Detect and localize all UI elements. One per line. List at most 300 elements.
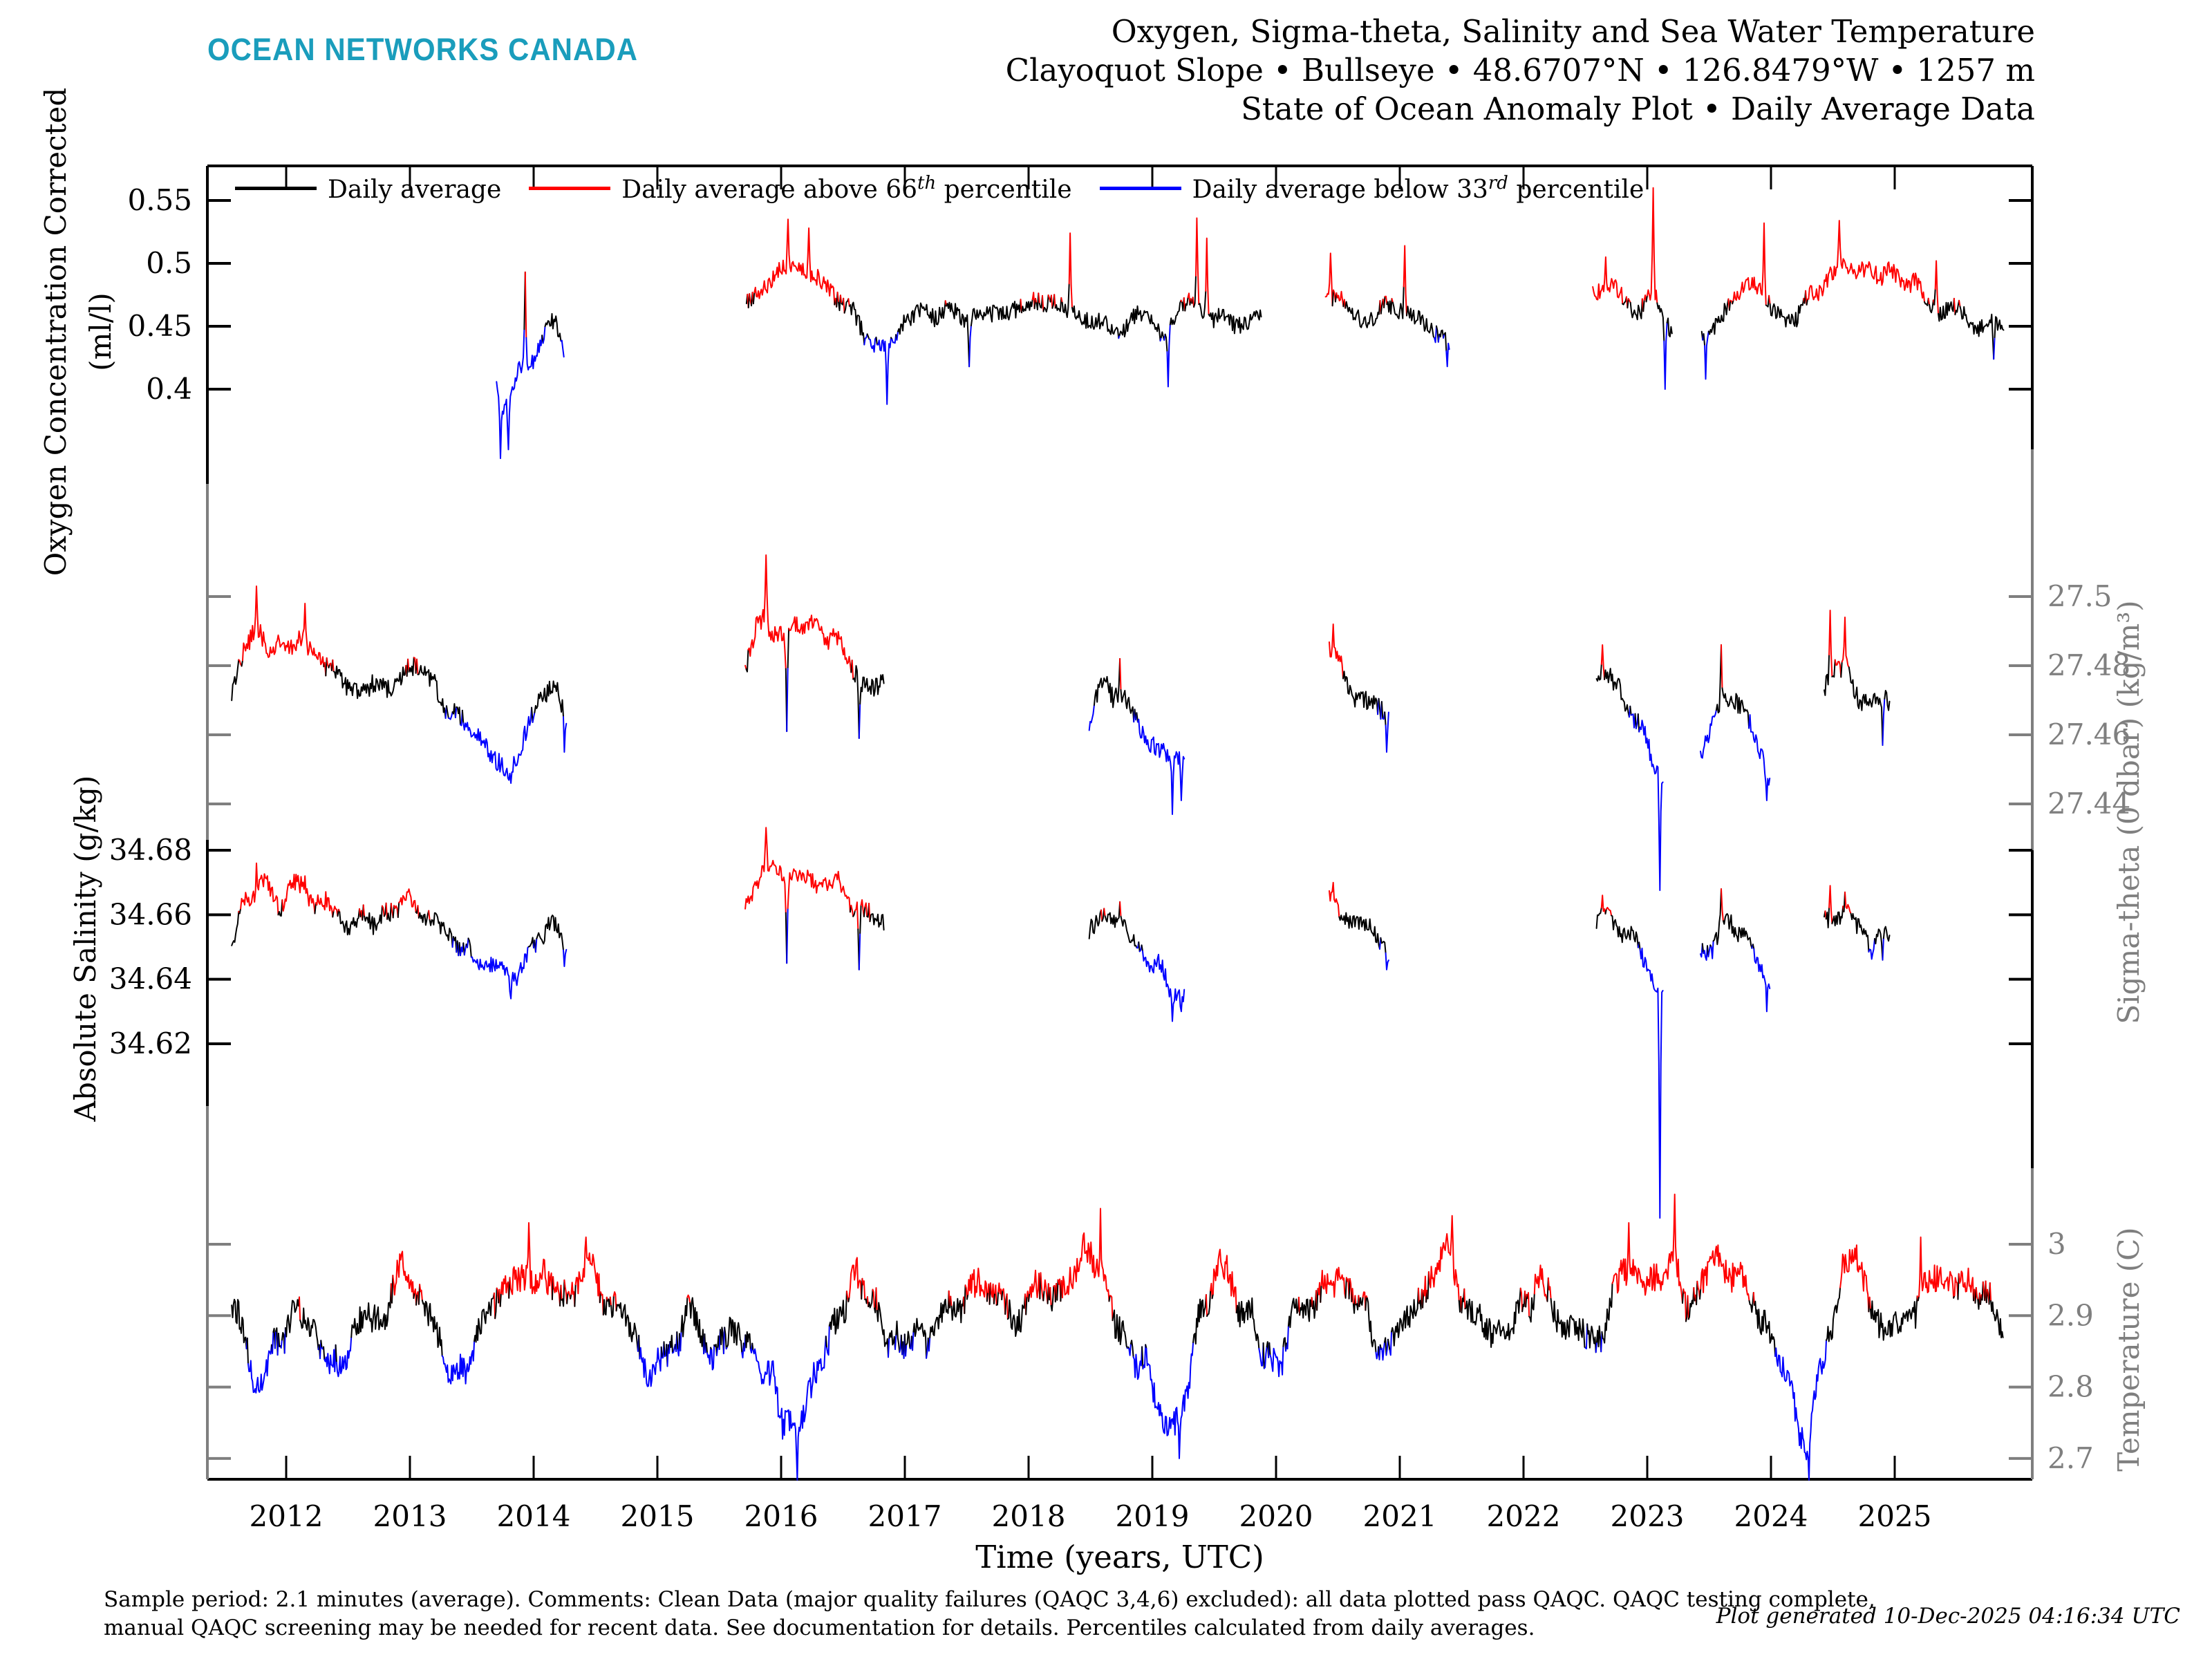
absolute_salinity-series-above xyxy=(1120,902,1121,917)
x-axis-tick-label: 2025 xyxy=(1857,1499,1932,1533)
x-axis-tick-label: 2023 xyxy=(1610,1499,1685,1533)
oxygen-axis-title: Oxygen Concentration Corrected xyxy=(39,87,73,577)
absolute_salinity-series-below xyxy=(1868,939,1875,959)
temperature-series-above xyxy=(1990,1283,1991,1301)
sigma_theta-tick-label: 27.44 xyxy=(2047,787,2131,821)
temperature-series-daily xyxy=(1193,1295,1206,1344)
oxygen-series-daily xyxy=(1056,298,1062,312)
sigma_theta-series-daily xyxy=(1597,664,1602,681)
temperature-series-daily xyxy=(727,1318,742,1353)
absolute_salinity-series-daily xyxy=(1826,908,1829,928)
temperature-series-daily xyxy=(1529,1294,1535,1322)
temperature-series-below xyxy=(248,1345,272,1393)
oxygen-series-daily xyxy=(868,334,870,339)
absolute_salinity-series-above xyxy=(788,869,850,912)
oxygen-series-daily xyxy=(1955,301,1959,315)
temperature-series-above xyxy=(299,1297,300,1321)
oxygen-series-daily xyxy=(971,299,1021,326)
temperature-series-below xyxy=(1143,1344,1145,1369)
oxygen-series-above xyxy=(1196,218,1199,305)
temperature-series-below xyxy=(1146,1342,1193,1459)
title-line-2: Clayoquot Slope • Bullseye • 48.6707°N • 126.8479°W • 1257 m xyxy=(1005,52,2035,88)
absolute_salinity-series-above xyxy=(855,902,858,929)
oxygen-series-above xyxy=(1336,292,1343,307)
absolute_salinity-series-below xyxy=(859,933,860,970)
temperature-series-above xyxy=(1355,1296,1356,1305)
sigma_theta-series-below xyxy=(787,668,788,731)
temperature-series-daily xyxy=(1871,1296,1918,1340)
absolute_salinity-series-daily xyxy=(279,900,283,916)
absolute_salinity-series-daily xyxy=(860,905,861,933)
absolute_salinity-series-daily xyxy=(1851,914,1869,952)
absolute_salinity-series-daily xyxy=(853,910,855,917)
temperature-tick-label: 2.9 xyxy=(2047,1298,2094,1333)
oxygen-series-above xyxy=(1936,261,1938,313)
absolute_salinity-series-daily xyxy=(1832,906,1843,926)
absolute_salinity-tick-label: 34.68 xyxy=(109,833,192,867)
sigma_theta-series-above xyxy=(417,659,418,675)
temperature-series-below xyxy=(1775,1340,1826,1480)
temperature-tick-label: 2.8 xyxy=(2047,1369,2094,1404)
temperature-series-daily xyxy=(1008,1294,1025,1336)
temperature-series-daily xyxy=(1142,1347,1143,1369)
oxygen-series-above xyxy=(1404,246,1407,316)
absolute_salinity-series-below xyxy=(1640,948,1663,1218)
oxygen-series-daily xyxy=(1657,303,1664,341)
temperature-series-daily xyxy=(422,1300,442,1356)
temperature-series-daily xyxy=(1991,1301,2003,1338)
sigma_theta-series-below xyxy=(859,704,860,738)
temperature-series-daily xyxy=(574,1284,575,1306)
sigma-theta-axis-title: Sigma-theta (0 dbar) (kg/m³) xyxy=(2112,600,2146,1024)
temperature-series-above xyxy=(850,1257,862,1299)
temperature-series-daily xyxy=(603,1297,607,1315)
sigma_theta-series-daily xyxy=(1723,688,1750,728)
ocean-networks-canada-logo: OCEAN NETWORKS CANADA xyxy=(207,32,638,67)
x-axis-tick-label: 2020 xyxy=(1239,1499,1313,1533)
absolute_salinity-series-above xyxy=(282,874,315,914)
sigma_theta-series-below xyxy=(1700,710,1716,758)
legend-label-above-66th: Daily average above 66th percentile xyxy=(621,173,1072,204)
absolute_salinity-tick-label: 34.62 xyxy=(109,1027,192,1061)
x-axis-tick-label: 2021 xyxy=(1362,1499,1437,1533)
temperature-series-below xyxy=(912,1332,913,1351)
temperature-series-daily xyxy=(690,1298,704,1354)
sigma_theta-series-daily xyxy=(1716,645,1721,713)
x-axis-tick-label: 2022 xyxy=(1486,1499,1561,1533)
temperature-series-above xyxy=(1050,1288,1051,1306)
sigma_theta-series-below xyxy=(1631,714,1635,728)
oxygen-series-daily xyxy=(1627,299,1628,308)
salinity-axis-title: Absolute Salinity (g/kg) xyxy=(68,775,102,1122)
absolute_salinity-series-daily xyxy=(469,938,471,957)
sigma_theta-series-below xyxy=(1749,715,1770,800)
absolute_salinity-series-below xyxy=(1386,953,1389,970)
temperature-series-daily xyxy=(1597,1326,1601,1351)
temperature-series-daily xyxy=(1465,1288,1521,1347)
absolute_salinity-series-daily xyxy=(430,913,453,947)
oxygen-series-above xyxy=(848,299,849,306)
temperature-series-daily xyxy=(1587,1324,1596,1352)
oxygen-series-below xyxy=(526,335,542,370)
oxygen-series-above xyxy=(1069,233,1072,308)
sigma_theta-series-below xyxy=(449,712,453,720)
sigma_theta-series-above xyxy=(1329,624,1343,679)
temperature-series-daily xyxy=(913,1319,926,1358)
temperature-series-above xyxy=(420,1284,422,1300)
oxygen-series-below xyxy=(969,326,971,366)
temperature-series-above xyxy=(1464,1289,1465,1309)
temperature-series-above xyxy=(1429,1216,1459,1301)
temperature-series-daily xyxy=(967,1295,968,1300)
oxygen-series-daily xyxy=(1807,299,1808,305)
temperature-series-daily xyxy=(562,1280,565,1306)
temperature-series-above xyxy=(501,1276,509,1298)
absolute_salinity-series-above xyxy=(745,827,786,912)
absolute_salinity-series-above xyxy=(241,863,278,915)
sigma_theta-series-above xyxy=(789,615,851,673)
temperature-series-daily xyxy=(1043,1291,1044,1301)
sigma_theta-series-daily xyxy=(447,706,449,718)
temperature-series-above xyxy=(1959,1268,1974,1301)
temperature-series-daily xyxy=(1689,1288,1694,1319)
sigma_theta-series-daily xyxy=(1121,690,1134,722)
temperature-series-daily xyxy=(611,1296,614,1318)
oxygen-series-daily xyxy=(850,303,865,345)
oxygen-series-daily xyxy=(1704,334,1705,346)
temperature-series-daily xyxy=(1313,1291,1316,1318)
temperature-series-above xyxy=(1029,1271,1040,1299)
oxygen-series-daily xyxy=(1924,299,1929,306)
temperature-series-daily xyxy=(232,1300,246,1349)
oxygen-series-daily xyxy=(1439,330,1443,338)
oxygen-series-daily xyxy=(1072,306,1118,338)
oxygen-series-below xyxy=(561,341,563,357)
legend xyxy=(235,173,1671,204)
oxygen-series-daily xyxy=(1022,299,1033,312)
oxygen-series-daily xyxy=(1709,299,1729,335)
temperature-series-daily xyxy=(964,1285,965,1313)
oxygen-series-below xyxy=(1168,325,1170,387)
oxygen-series-daily xyxy=(1995,317,2004,337)
oxygen-series-daily xyxy=(1194,276,1196,307)
absolute_salinity-tick-label: 34.64 xyxy=(109,962,192,996)
temperature-series-daily xyxy=(930,1291,949,1338)
oxygen-series-above xyxy=(838,292,839,303)
absolute_salinity-series-daily xyxy=(1723,914,1752,948)
temperature-series-below xyxy=(707,1348,711,1365)
temperature-series-below xyxy=(275,1331,276,1349)
temperature-series-daily xyxy=(670,1335,673,1353)
absolute_salinity-series-daily xyxy=(232,912,238,946)
temperature-series-above xyxy=(1613,1194,1683,1303)
sigma_theta-tick-label: 27.48 xyxy=(2047,648,2131,682)
absolute_salinity-series-daily xyxy=(339,909,359,935)
oxygen-series-above xyxy=(1206,238,1208,315)
temperature-series-below xyxy=(1381,1342,1385,1360)
temperature-series-daily xyxy=(994,1293,995,1304)
temperature-series-daily xyxy=(1057,1280,1058,1300)
sigma_theta-series-below xyxy=(533,713,535,722)
temperature-series-daily xyxy=(567,1293,568,1304)
sigma_theta-series-daily xyxy=(1824,655,1829,695)
sigma_theta-series-below xyxy=(1089,705,1094,730)
temperature-series-below xyxy=(337,1338,351,1377)
oxygen-series-above xyxy=(525,272,527,338)
sigma_theta-series-daily xyxy=(1849,667,1883,745)
absolute_salinity-series-daily xyxy=(529,937,534,948)
temperature-series-above xyxy=(610,1297,611,1306)
sigma_theta-series-below xyxy=(1639,720,1662,890)
temperature-series-above xyxy=(1528,1293,1529,1316)
oxygen-series-below xyxy=(869,337,876,352)
absolute_salinity-series-above xyxy=(399,889,415,912)
oxygen-series-daily xyxy=(845,299,849,312)
temperature-series-above xyxy=(1521,1288,1523,1312)
absolute_salinity-series-daily xyxy=(1611,916,1638,948)
sigma_theta-series-above xyxy=(1120,659,1121,690)
plot-generated-timestamp: Plot generated 10-Dec-2025 04:16:34 UTC xyxy=(1716,1604,2180,1629)
absolute_salinity-series-above xyxy=(316,892,332,917)
absolute_salinity-series-below xyxy=(471,947,529,999)
oxygen-series-daily xyxy=(1165,335,1168,352)
temperature-series-daily xyxy=(1750,1293,1754,1312)
temperature-series-daily xyxy=(682,1297,688,1337)
absolute_salinity-series-daily xyxy=(1142,945,1143,951)
absolute_salinity-series-daily xyxy=(870,914,884,930)
sigma_theta-series-below xyxy=(1883,699,1885,745)
temperature-series-daily xyxy=(889,1331,895,1349)
absolute_salinity-series-daily xyxy=(398,903,399,917)
oxygen-series-daily xyxy=(1667,318,1672,337)
sigma_theta-series-above xyxy=(243,586,324,666)
oxygen-series-below xyxy=(877,337,891,404)
footer-comments-line-2: manual QAQC screening may be needed for recent data. See documentation for details. Percentiles calculated from daily averages. xyxy=(104,1615,1535,1640)
temperature-series-above xyxy=(862,1279,865,1300)
sigma_theta-series-above xyxy=(1602,645,1604,679)
temperature-series-below xyxy=(717,1347,718,1356)
sigma_theta-series-above xyxy=(1842,617,1849,667)
temperature-series-below xyxy=(1134,1347,1143,1379)
absolute_salinity-series-daily xyxy=(1138,942,1139,952)
absolute_salinity-series-above xyxy=(394,906,398,917)
temperature-series-daily xyxy=(1320,1286,1321,1302)
temperature-series-daily xyxy=(495,1288,497,1319)
absolute_salinity-series-daily xyxy=(393,906,394,917)
oxygen-series-daily xyxy=(1929,300,1933,312)
oxygen-series-daily xyxy=(1185,297,1188,311)
temperature-series-below xyxy=(929,1338,930,1351)
temperature-series-daily xyxy=(868,1290,872,1308)
absolute_salinity-series-below xyxy=(787,908,788,963)
sigma_theta-series-above xyxy=(332,660,333,671)
oxygen-series-below xyxy=(864,334,867,344)
temperature-series-below xyxy=(680,1332,681,1351)
temperature-axis-title: Temperature (C) xyxy=(2112,1227,2146,1472)
temperature-series-daily xyxy=(752,1344,753,1351)
sigma_theta-series-daily xyxy=(418,666,446,718)
absolute_salinity-series-above xyxy=(334,906,338,916)
temperature-series-above xyxy=(1213,1250,1237,1313)
legend-line-above-66th xyxy=(529,187,610,190)
temperature-series-daily xyxy=(1300,1297,1312,1321)
sigma_theta-series-daily xyxy=(334,666,406,698)
temperature-series-above xyxy=(553,1277,560,1306)
temperature-series-above xyxy=(1062,1208,1109,1301)
absolute_salinity-series-daily xyxy=(1121,917,1137,948)
temperature-series-above xyxy=(1548,1278,1551,1299)
oxygen-series-below xyxy=(1434,326,1436,343)
oxygen-series-daily xyxy=(1062,283,1069,317)
oxygen-series-above xyxy=(1061,298,1062,303)
legend-label-daily-average: Daily average xyxy=(328,176,502,204)
oxygen-series-daily xyxy=(1199,291,1206,318)
oxygen-series-daily xyxy=(1938,299,1954,321)
temperature-series-above xyxy=(393,1251,413,1298)
sigma_theta-series-daily xyxy=(788,628,789,667)
absolute_salinity-series-daily xyxy=(1884,927,1890,941)
oxygen-tick-label: 0.45 xyxy=(127,309,192,343)
temperature-series-daily xyxy=(413,1293,414,1298)
temperature-series-daily xyxy=(952,1297,964,1323)
temperature-series-daily xyxy=(570,1294,571,1299)
temperature-series-below xyxy=(895,1335,896,1349)
temperature-series-below xyxy=(711,1345,714,1370)
sigma_theta-series-daily xyxy=(462,711,463,723)
absolute_salinity-series-above xyxy=(1606,908,1611,916)
temperature-series-above xyxy=(1206,1295,1207,1316)
oxygen-series-daily xyxy=(946,303,969,367)
sigma_theta-series-above xyxy=(748,555,785,669)
sigma_theta-series-above xyxy=(1835,660,1841,677)
temperature-series-above xyxy=(873,1290,875,1309)
temperature-series-above xyxy=(998,1283,1002,1300)
temperature-tick-label: 3 xyxy=(2047,1227,2066,1261)
temperature-series-daily xyxy=(1288,1297,1299,1327)
oxygen-series-daily xyxy=(1960,306,1994,359)
temperature-series-above xyxy=(950,1297,951,1306)
absolute_salinity-series-daily xyxy=(1639,942,1640,949)
oxygen-series-daily xyxy=(1345,301,1380,328)
temperature-series-below xyxy=(888,1338,889,1358)
absolute_salinity-series-daily xyxy=(1875,929,1883,960)
temperature-series-below xyxy=(827,1326,830,1355)
temperature-series-above xyxy=(510,1223,552,1300)
temperature-series-daily xyxy=(1826,1288,1840,1342)
sigma_theta-series-daily xyxy=(1094,659,1120,707)
temperature-series-above xyxy=(1418,1288,1419,1304)
absolute_salinity-series-above xyxy=(1329,883,1339,917)
absolute_salinity-series-above xyxy=(1845,892,1851,914)
temperature-series-below xyxy=(1259,1343,1263,1366)
oxygen-series-daily xyxy=(1209,308,1262,333)
oxygen-series-above xyxy=(1959,301,1960,307)
temperature-series-daily xyxy=(351,1284,391,1337)
absolute_salinity-series-daily xyxy=(332,911,333,917)
oxygen-series-daily xyxy=(1384,297,1385,308)
temperature-series-above xyxy=(1688,1296,1689,1320)
temperature-series-above xyxy=(1041,1273,1044,1300)
oxygen-series-above xyxy=(754,219,834,304)
x-axis-tick-label: 2016 xyxy=(744,1499,818,1533)
oxygen-series-above xyxy=(1734,223,1766,306)
temperature-series-above xyxy=(1840,1245,1868,1311)
temperature-series-daily xyxy=(1113,1310,1127,1348)
footer-comments xyxy=(104,1586,1875,1642)
oxygen-series-daily xyxy=(1120,306,1161,341)
temperature-series-daily xyxy=(987,1293,988,1302)
x-axis-tick-label: 2018 xyxy=(991,1499,1066,1533)
oxygen-series-daily xyxy=(1170,301,1181,325)
sigma_theta-series-daily xyxy=(1638,714,1639,732)
x-axis-tick-label: 2015 xyxy=(620,1499,695,1533)
oxygen-series-daily xyxy=(1770,299,1804,327)
oxygen-series-above xyxy=(1808,221,1924,302)
sigma_theta-series-daily xyxy=(1630,706,1631,715)
oxygen-series-daily xyxy=(1934,289,1935,305)
sigma_theta-series-daily xyxy=(1884,691,1889,711)
oxygen-series-below xyxy=(892,335,896,343)
temperature-series-above xyxy=(1976,1288,1978,1300)
temperature-series-daily xyxy=(500,1293,501,1306)
temperature-series-below xyxy=(1129,1344,1131,1356)
temperature-series-daily xyxy=(474,1293,494,1342)
title-line-3: State of Ocean Anomaly Plot • Daily Average Data xyxy=(1241,91,2035,127)
temperature-series-daily xyxy=(1602,1284,1613,1343)
oxygen-axis-unit: (ml/l) xyxy=(84,292,118,371)
absolute_salinity-series-daily xyxy=(1714,889,1721,944)
sigma_theta-series-daily xyxy=(409,657,414,675)
absolute_salinity-series-above xyxy=(1602,895,1606,914)
sigma_theta-series-daily xyxy=(456,707,460,724)
oxygen-series-daily xyxy=(898,301,946,334)
x-axis-tick-label: 2013 xyxy=(373,1499,447,1533)
absolute_salinity-series-below xyxy=(563,950,566,966)
absolute_salinity-series-daily xyxy=(1105,902,1121,928)
oxygen-series-below xyxy=(543,326,545,343)
temperature-series-above xyxy=(1535,1265,1548,1301)
oxygen-tick-label: 0.5 xyxy=(146,246,192,280)
oxygen-series-above xyxy=(1054,294,1056,308)
temperature-series-daily xyxy=(1269,1343,1270,1356)
absolute_salinity-series-daily xyxy=(1753,944,1754,949)
absolute_salinity-series-below xyxy=(1708,945,1710,957)
sigma_theta-series-daily xyxy=(860,675,883,704)
absolute_salinity-series-below xyxy=(1754,949,1770,1012)
temperature-series-daily xyxy=(1388,1340,1390,1351)
absolute_salinity-series-above xyxy=(1721,889,1723,921)
oxygen-series-above xyxy=(843,299,844,313)
oxygen-series-below xyxy=(1705,331,1709,379)
oxygen-series-daily xyxy=(1631,299,1642,319)
temperature-series-above xyxy=(1870,1297,1871,1309)
absolute_salinity-series-above xyxy=(1829,885,1832,924)
absolute_salinity-series-daily xyxy=(536,915,563,950)
oxygen-series-daily xyxy=(545,314,561,341)
absolute_salinity-series-below xyxy=(1143,951,1184,1021)
temperature-series-below xyxy=(324,1345,335,1374)
oxygen-series-daily xyxy=(1044,295,1049,312)
sigma_theta-series-above xyxy=(1721,645,1723,688)
sigma_theta-series-below xyxy=(563,717,566,752)
absolute_salinity-series-daily xyxy=(387,903,391,921)
temperature-series-daily xyxy=(1365,1296,1366,1310)
sigma_theta-series-above xyxy=(1829,610,1832,677)
temperature-series-below xyxy=(1390,1332,1392,1356)
oxygen-series-daily xyxy=(1643,300,1644,312)
temperature-series-daily xyxy=(1367,1298,1376,1353)
temperature-series-above xyxy=(1322,1268,1346,1298)
